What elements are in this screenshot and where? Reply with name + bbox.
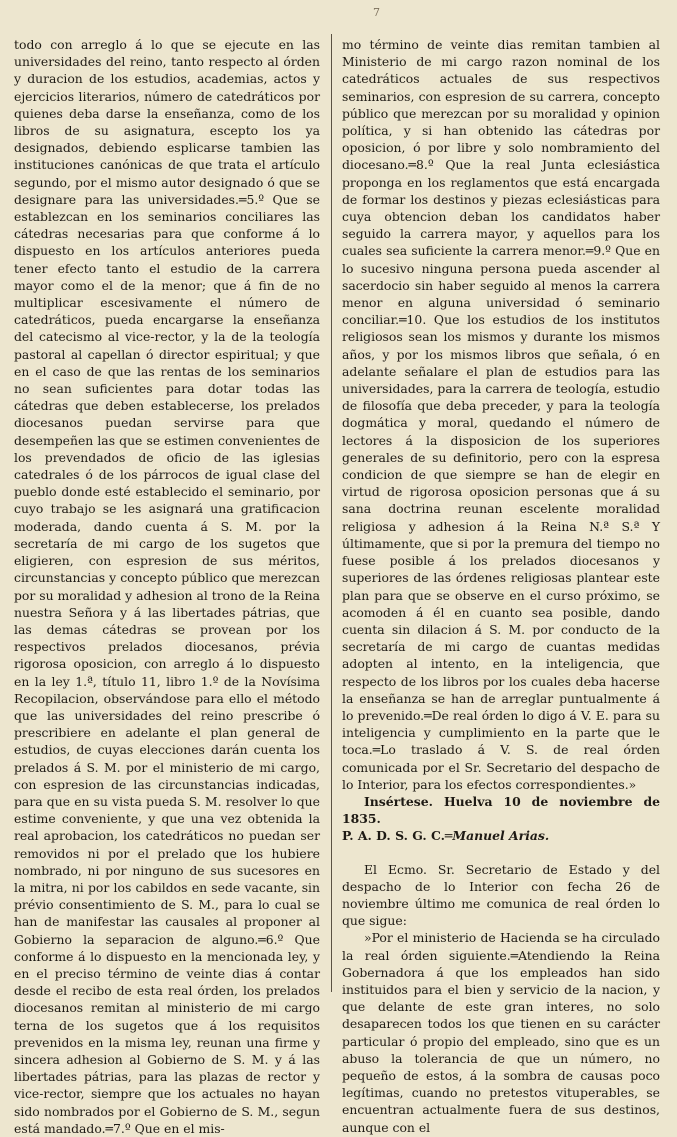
communication-paragraph: El Ecmo. Sr. Secretario de Estado y del despacho de lo Interior con fecha 26 de noviembre último me comunica de real órden lo que sigue: [342,861,660,929]
column-divider [331,34,332,992]
signature-name: Manuel Arias. [452,828,550,844]
right-column-paragraph: mo término de veinte dias remitan tambien al Ministerio de mi cargo razon nominal de los catedráticos actuales de sus respectivos seminarios, con espresion de su carrera, concepto público que merezcan por su moralidad y opinion política, y si han obtenido las cátedras por oposicion, ó por libre y solo nombramiento del diocesano.═8.º Que la real Junta eclesiástica proponga en los reglamentos que está encargada de formar los destinos y piezas eclesiásticas para cuya obtencion deban los candidatos haber seguido la carrera mayor, y aquellos para los cuales sea suficiente la carrera menor.═9.º Que en lo sucesivo ninguna persona pueda ascender al sacerdocio sin haber seguido al menos la carrera menor en alguna universidad ó seminario conciliar.═10. Que los estudios de los institutos religiosos sean los mismos y durante los mismos años, y por los mismos libros que señala, ó en adelante señalare el plan de estudios para las universidades, para la carrera de teología, estudio de filosofía que deba preceder, y para la teología dogmática y moral, quedando el número de lectores á la disposicion de los superiores generales de su definitorio, pero con la espresa condicion de que siempre se han de elegir en virtud de rigorosa oposicion personas que á su sana doctrina reunan escelente moralidad religiosa y adhesion á la Reina N.ª S.ª Y últimamente, que si por la premura del tiempo no fuese posible á los prelados diocesanos y superiores de las órdenes religiosas plantear este plan para que se observe en el curso próximo, se acomoden á él en cuanto sea posible, dando cuenta sin dilacion á S. M. por conducto de la secretaría de mi cargo de cuantas medidas adopten al intento, en la inteligencia, que respecto de los libros por los cuales deba hacerse la enseñanza se han de arreglar puntualmente á lo prevenido.═De real órden lo digo á V. E. para su inteligencia y cumplimiento en la parte que le toca.═Lo traslado á V. S. de real órden comunicada por el Sr. Secretario del despacho de lo Interior, para los efectos correspondientes.» [342,37,660,792]
right-column [342,36,660,1136]
insertion-text: Insértese. Huelva 10 de noviembre de 1835. [342,793,660,827]
signature-prefix: P. A. D. S. G. C.═ [342,828,453,844]
insertion-notice [342,793,660,845]
hacienda-order-paragraph: »Por el ministerio de Hacienda se ha circulado la real órden siguiente.═Atendiendo la Reina Gobernadora á que los empleados han sido instituidos para el bien y servicio de la nacion, y que delante de este gran interes, no solo desaparecen todos los que tienen en su carácter particular ó propio del empleado, sino que es un abuso la tolerancia de que un número, no pequeño de estos, á la sombra de causas poco legítimas, cuando no pretestos vituperables, se encuentran actualmente fuera de sus destinos, aunque con el [342,930,660,1135]
left-column-paragraph: todo con arreglo á lo que se ejecute en las universidades del reino, tanto respecto al órden y duracion de los estudios, academias, actos y ejercicios literarios, número de catedráticos por quienes deba darse la enseñanza, como de los libros de su asignatura, escepto los ya designados, debiendo esplicarse tambien las instituciones canónicas de que trata el artículo segundo, por el mismo autor designado ó que se designare para las universidades.═5.º Que se establezcan en los seminarios conciliares las cátedras necesarias para que conforme á lo dispuesto en los artículos anteriores pueda tener efecto tanto el estudio de la carrera mayor como el de la menor; que á fin de no multiplicar escesivamente el número de catedráticos, pueda encargarse la enseñanza del catecismo al vice-rector, y la de la teología pastoral al capellan ó director espiritual; y que en el caso de que las rentas de los seminarios no sean suficientes para dotar todas las cátedras que deben establecerse, los prelados diocesanos puedan servirse para que desempeñen las que se estimen convenientes de los prevendados de oficio de las iglesias catedrales ó de los párrocos de igual clase del pueblo donde esté establecido el seminario, por cuyo trabajo se les asignará una gratificacion moderada, dando cuenta á S. M. por la secretaría de mi cargo de los sugetos que eligieren, con espresion de sus méritos, circunstancias y concepto público que merezcan por su moralidad y adhesion al trono de la Reina nuestra Señora y á las libertades pátrias, que las demas cátedras se provean por los respectivos prelados diocesanos, prévia rigorosa oposicion, con arreglo á lo dispuesto en la ley 1.ª, título 11, libro 1.º de la Novísima Recopilacion, observándose para ello el método que las universidades del reino prescribe ó prescribiere en adelante el plan general de estudios, de cuyas elecciones darán cuenta los prelados á S. M. por el ministerio de mi cargo, con espresion de las circunstancias indicadas, para que en su vista pueda S. M. resolver lo que estime conveniente, y que una vez obtenida la real aprobacion, los catedráticos no puedan ser removidos ni por el prelado que los hubiere nombrado, ni por ninguno de sus sucesores en la mitra, ni por los cabildos en sede vacante, sin prévio consentimiento de S. M., para lo cual se han de manifestar las causales al proponer al Gobierno la separacion de alguno.═6.º Que conforme á lo dispuesto en la mencionada ley, y en el preciso término de veinte dias á contar desde el recibo de esta real órden, los prelados diocesanos remitan al ministerio de mi cargo terna de los sugetos que á los requisitos prevenidos en la misma ley, reunan una firme y sincera adhesion al Gobierno de S. M. y á las libertades pátrias, para las plazas de rector y vice-rector, siempre que los actuales no hayan sido nombrados por el Gobierno de S. M., segun está mandado.═7.º Que en el mis- [14,37,320,1136]
page-folio: 7 [373,6,380,19]
left-column [14,36,320,1137]
